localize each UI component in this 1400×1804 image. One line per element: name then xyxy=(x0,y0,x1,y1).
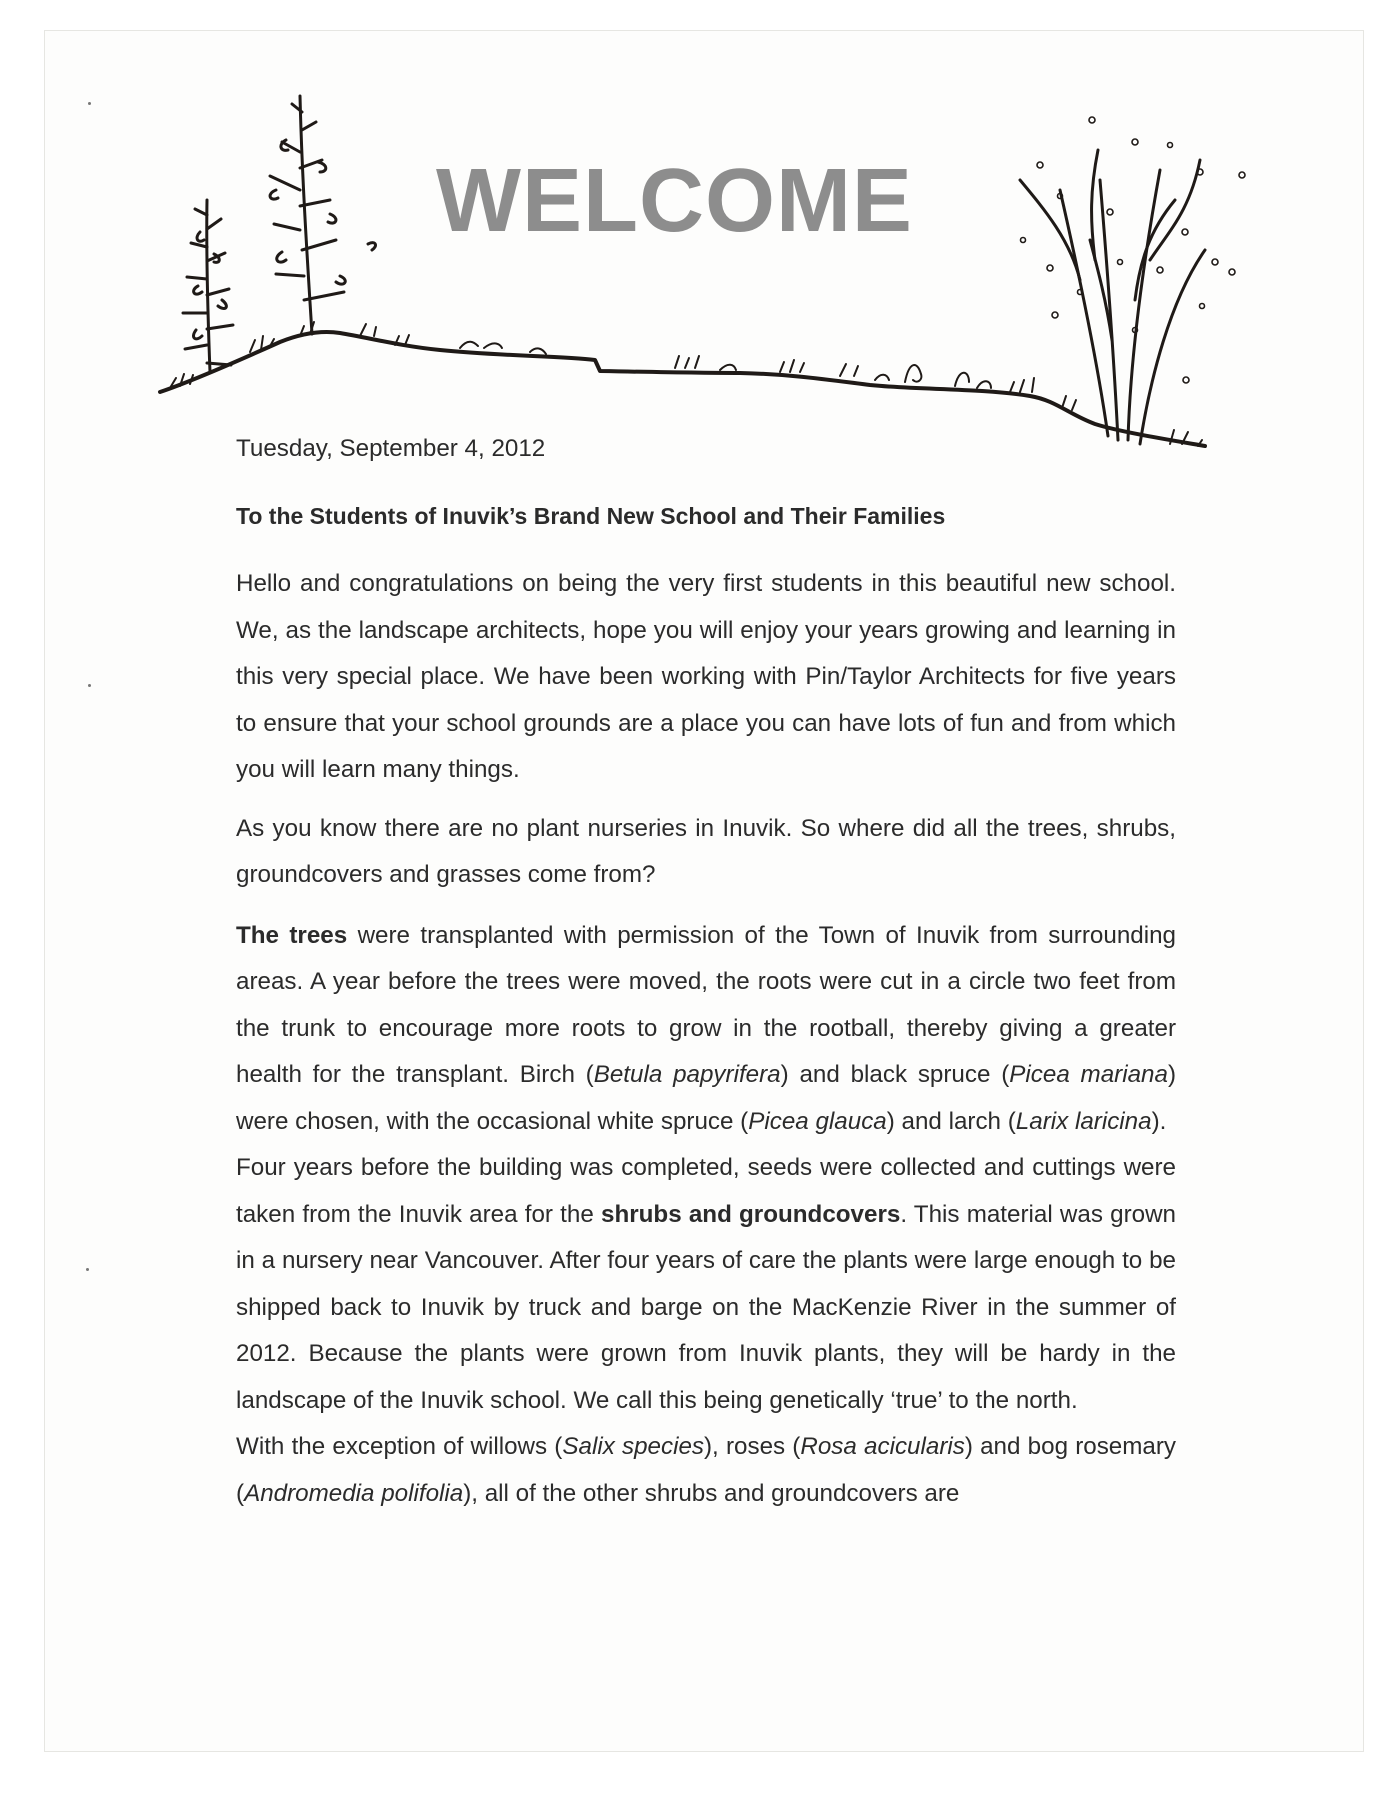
letter-date: Tuesday, September 4, 2012 xyxy=(236,435,546,462)
species-name: Betula papyrifera xyxy=(593,1061,781,1088)
letter-salutation: To the Students of Inuvik’s Brand New School and Their Families xyxy=(236,502,946,529)
paragraph-nurseries: As you know there are no plant nurseries in Inuvik. So where did all the trees, shrubs, groundcovers and grasses come from? xyxy=(236,814,1176,888)
letter-body xyxy=(236,426,1176,1517)
species-name: Picea glauca xyxy=(748,1107,887,1135)
species-name: Rosa acicularis xyxy=(800,1433,965,1460)
paragraph-shrubs: Four years before the building was completed, seeds were collected and cuttings were taken from the Inuvik area for the shrubs and groundcovers. This material was grown in a nursery near Vancouver. After four years of care the plants were large enough to be shipped back to Inuvik by truck and barge on the MacKenzie River in the summer of 2012. Because the plants were grown from Inuvik plants, they will be hardy in the landscape of the Inuvik school. We call this being genetically ‘true’ to the north. xyxy=(236,1154,1177,1414)
spruce-tree-icon xyxy=(270,96,375,334)
spruce-tree-icon xyxy=(183,200,233,372)
species-name: Picea mariana xyxy=(1009,1061,1168,1088)
species-name: Andromedia polifolia xyxy=(244,1479,464,1507)
speck xyxy=(88,102,91,105)
species-name: Larix laricina xyxy=(1015,1107,1152,1135)
paragraph-exceptions: With the exception of willows (Salix species), roses (Rosa acicularis) and bog rosemary (Andromedia polifolia), all of the other shrubs and groundcovers are xyxy=(236,1433,1177,1507)
speck xyxy=(88,684,91,687)
paragraph-trees: The trees were transplanted with permission of the Town of Inuvik from surrounding areas. A year before the trees were moved, the roots were cut in a circle two feet from the trunk to encourage more roots to grow in the rootball, thereby giving a greater health for the transplant. Birch (Betula papyrifera) and black spruce (Picea mariana) were chosen, with the occasional white spruce (Picea glauca) and larch (Larix laricina). xyxy=(236,921,1177,1135)
trees-lead: The trees xyxy=(236,921,348,949)
welcome-heading: WELCOME xyxy=(436,151,913,251)
speck xyxy=(86,1268,89,1271)
paragraph-intro: Hello and congratulations on being the very first students in this beautiful new school. We, as the landscape architects, hope you will enjoy your years growing and learning in this very special place. We have been working with Pin/Taylor Architects for five years to ensure that your school grounds are a place you can have lots of fun and from which you will learn many things. xyxy=(236,570,1176,783)
shrubs-lead: shrubs and groundcovers xyxy=(601,1200,901,1228)
species-name: Salix species xyxy=(562,1433,704,1460)
